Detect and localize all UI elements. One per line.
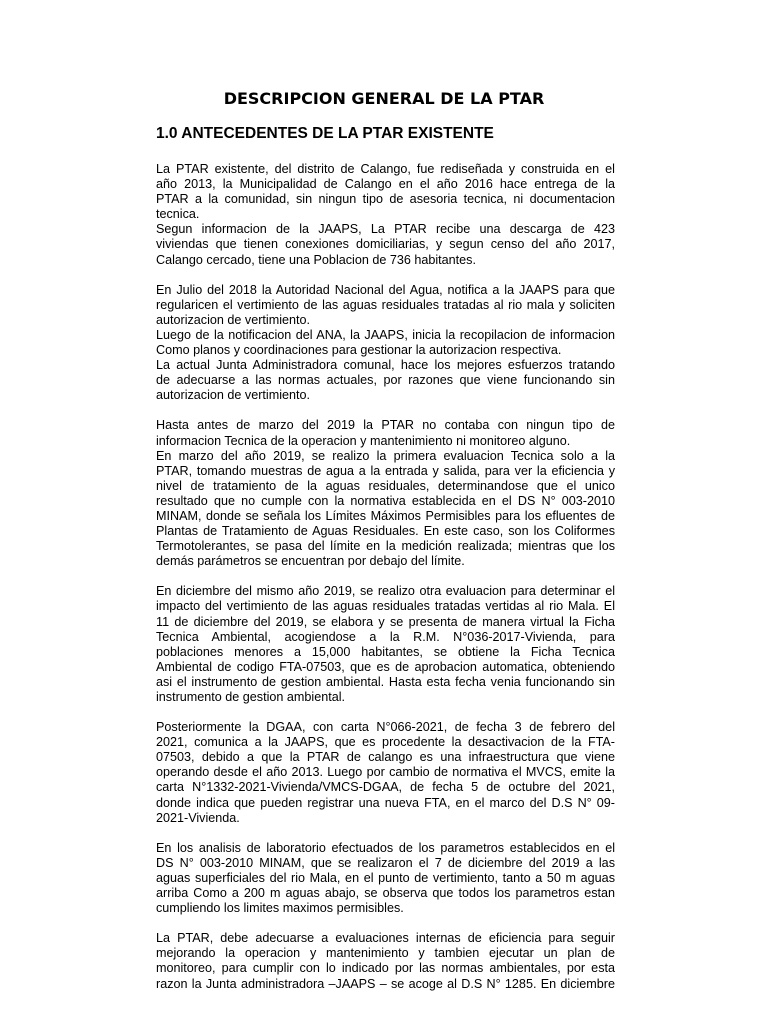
text-line: informacion Tecnica de la operacion y mantenimiento ni monitoreo alguno. (156, 433, 571, 448)
text-line: donde indica que pueden registrar una nueva FTA, en el marco del D.S N° 09- (156, 795, 615, 810)
text-line: operando desde el año 2013. Luego por cambio de normativa el MVCS, emite la (156, 765, 615, 780)
text-line: Calango cercado, tiene una Poblacion de 736 habitantes. (156, 252, 476, 267)
text-line: poblaciones menores a 15,000 habitantes, se obtiene la Ficha Tecnica (156, 644, 615, 659)
text-line: asi el instrumento de gestion ambiental. Hasta esta fecha venia funcionando sin (156, 674, 615, 689)
paragraph (156, 283, 615, 404)
text-line: año 2013, la Municipalidad de Calango en el año 2016 hace entrega de la (156, 177, 615, 192)
paragraph (156, 931, 615, 991)
text-line: Luego de la notificacion del ANA, la JAAPS, inicia la recopilacion de informacion (156, 327, 615, 342)
text-line: Hasta antes de marzo del 2019 la PTAR no contaba con ningun tipo de (156, 418, 615, 433)
paragraph (156, 584, 615, 705)
text-line: 11 de diciembre del 2019, se elabora y se presenta de manera virtual la Ficha (156, 614, 615, 629)
document-body (156, 162, 615, 1007)
text-line: tecnica. (156, 207, 200, 222)
text-line: instrumento de gestion ambiental. (156, 690, 346, 704)
text-line: autorizacion de vertimiento. (156, 388, 311, 403)
text-line: Termotolerantes, se pasa del límite en la medición realizada; mientras que los (156, 539, 615, 554)
text-line: Como planos y coordinaciones para gestionar la autorizacion respectiva. (156, 343, 562, 358)
text-line: PTAR, tomando muestras de agua a la entrada y salida, para ver la eficiencia y (156, 463, 615, 478)
text-line: razon la Junta administradora –JAAPS – se acoge al D.S N° 1285. En diciembre (156, 976, 615, 991)
text-line: mejorando la operacion y mantenimiento y tambien ejecutar un plan de (156, 946, 615, 961)
text-line: arriba Como a 200 m aguas abajo, se observa que todos los parametros estan (156, 886, 615, 901)
text-line: impacto del vertimiento de las aguas residuales tratadas vertidas al rio Mala. El (156, 599, 615, 614)
text-line: cumpliendo los limites maximos permisibles. (156, 901, 404, 916)
text-line: monitoreo, para cumplir con lo indicado por las normas ambientales, por esta (156, 961, 615, 976)
text-line: 2021, comunica a la JAAPS, que es procedente la desactivacion de la FTA- (156, 735, 615, 750)
text-line: nivel de tratamiento de la aguas residuales, determinandose que el unico (156, 478, 615, 493)
text-line: Tecnica Ambiental, acogiendose a la R.M. N°036-2017-Vivienda, para (156, 629, 615, 644)
text-line: demás parámetros se encuentran por debajo del límite. (156, 554, 465, 569)
text-line: MINAM, donde se señala los Límites Máximos Permisibles para los efluentes de (156, 508, 615, 523)
text-line: La PTAR existente, del distrito de Calango, fue rediseñada y construida en el (156, 162, 615, 176)
paragraph (156, 841, 615, 916)
text-line: carta N°1332-2021-Vivienda/VMCS-DGAA, de fecha 5 de octubre del 2021, (156, 780, 615, 795)
text-line: 2021-Vivienda. (156, 810, 240, 825)
text-line: regularicen el vertimiento de las aguas residuales tratadas al rio mala y soliciten (156, 297, 615, 312)
paragraph (156, 418, 615, 569)
text-line: viviendas que tienen conexiones domiciliarias, y segun censo del año 2017, (156, 237, 615, 252)
text-line: La actual Junta Administradora comunal, hace los mejores esfuerzos tratando (156, 358, 615, 373)
text-line: 07503, debido a que la PTAR de calango es una infraestructura que viene (156, 750, 615, 765)
section-heading: 1.0 ANTECEDENTES DE LA PTAR EXISTENTE (156, 125, 494, 142)
text-line: de adecuarse a las normas actuales, por razones que viene funcionando sin (156, 373, 615, 388)
text-line: Ambiental de codigo FTA-07503, que es de aprobacion automatica, obteniendo (156, 659, 615, 674)
text-line: autorizacion de vertimiento. (156, 312, 311, 327)
text-line: resultado que no cumple con la normativa establecida en el DS N° 003-2010 (156, 493, 615, 508)
paragraph (156, 162, 615, 268)
text-line: En marzo del año 2019, se realizo la primera evaluacion Tecnica solo a la (156, 448, 615, 463)
paragraph (156, 720, 615, 826)
text-line: Segun informacion de la JAAPS, La PTAR recibe una descarga de 423 (156, 222, 615, 237)
document-title: DESCRIPCION GENERAL DE LA PTAR (223, 89, 545, 108)
text-line: En diciembre del mismo año 2019, se realizo otra evaluacion para determinar el (156, 584, 615, 599)
text-line: La PTAR, debe adecuarse a evaluaciones internas de eficiencia para seguir (156, 931, 615, 946)
text-line: Plantas de Tratamiento de Aguas Residuales. En este caso, son los Coliformes (156, 524, 615, 539)
text-line: En los analisis de laboratorio efectuados de los parametros establecidos en el (156, 840, 615, 855)
text-line: aguas superficiales del rio Mala, en el punto de vertimiento, tanto a 50 m aguas (156, 870, 615, 885)
text-line: PTAR a la comunidad, sin ningun tipo de asesoria tecnica, ni documentacion (156, 192, 615, 207)
text-line: Posteriormente la DGAA, con carta N°066-2021, de fecha 3 de febrero del (156, 720, 615, 735)
text-line: En Julio del 2018 la Autoridad Nacional del Agua, notifica a la JAAPS para que (156, 282, 615, 297)
text-line: DS N° 003-2010 MINAM, que se realizaron el 7 de diciembre del 2019 a las (156, 855, 615, 870)
